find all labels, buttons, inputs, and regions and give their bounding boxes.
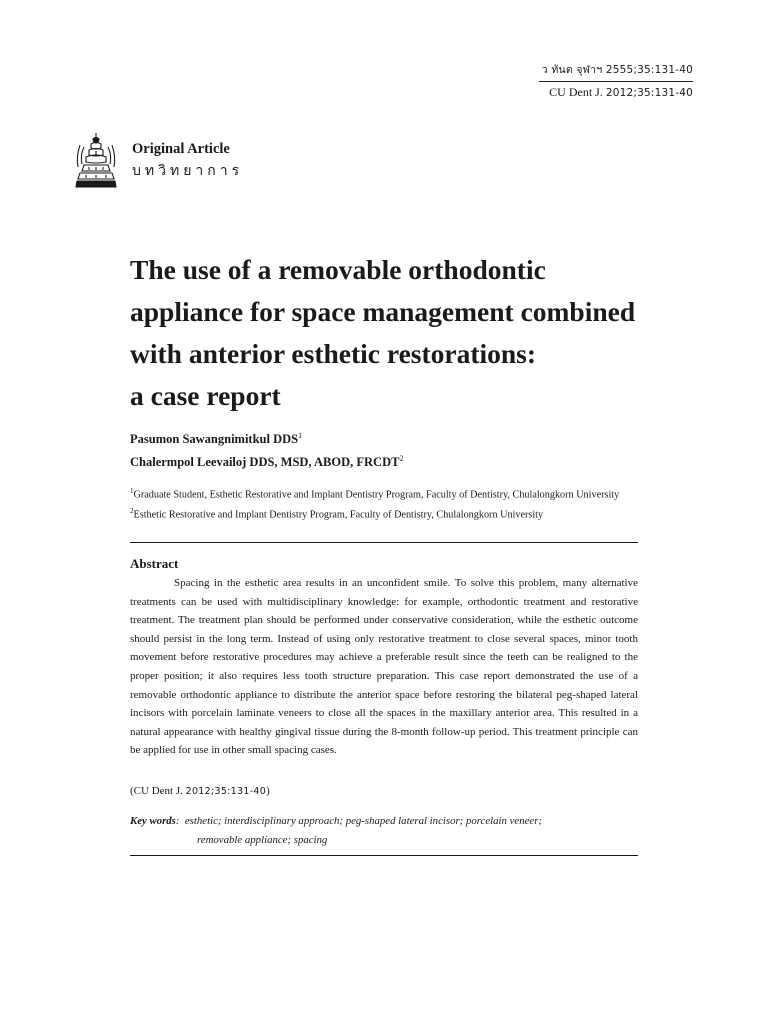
citation-numbers: 2012;35:131-40: [185, 786, 267, 797]
journal-volume-pages: 2012;35:131-40: [605, 87, 693, 99]
keywords-line-2: removable appliance; spacing: [197, 834, 328, 846]
affiliation: [130, 503, 630, 523]
title-line: The use of a removable orthodontic: [130, 254, 546, 285]
author-list: [130, 426, 403, 472]
keywords: Key words: esthetic; interdisciplinary approach; peg-shaped lateral incisor; porcelain veneer; removable appliance; spacing: [130, 812, 638, 850]
affiliation-text: Graduate Student, Esthetic Restorative and Implant Dentistry Program, Faculty of Dentistry, Chulalongkorn University: [133, 489, 620, 501]
affiliation-marker: 1: [130, 487, 134, 495]
title-line: a case report: [130, 380, 281, 411]
title-line: appliance for space management combined: [130, 296, 636, 327]
abstract-body: [130, 574, 638, 760]
journal-name: CU Dent J.: [549, 85, 603, 99]
section-rule-top: [130, 542, 638, 543]
article-type-thai: บทวิทยาการ: [132, 163, 244, 179]
university-emblem-icon: [74, 131, 118, 191]
keywords-line-1: esthetic; interdisciplinary approach; peg-shaped lateral incisor; porcelain veneer;: [184, 815, 542, 827]
citation-close: ): [266, 785, 270, 797]
article-type: [132, 140, 243, 181]
abstract-text: Spacing in the esthetic area results in an unconfident smile. To solve this problem, many alternative treatments can be used with multidisciplinary knowledge: for example, orthodontic treatment and restorative treatment. The treatment plan should be performed under conservative consideration, while the esthetic outcome should persist in the long term. Instead of using only restorative treatment to close several spaces, minor tooth movement before restorative procedures may achieve a preferable result since the teeth can be realigned to the proper position; it also requires less tooth structure preparation. This case report demonstrated the use of a removable orthodontic appliance to distribute the anterior space before restoring the bilateral peg-shaped lateral incisors with porcelain laminate veneers to close all the spaces in the maxillary anterior area. This resulted in a natural appearance with healthy gingival tissue during the 8-month follow-up period. This treatment principle can be applied for use in other small spacing cases.: [130, 577, 638, 757]
affiliation-text: Esthetic Restorative and Implant Dentistry Program, Faculty of Dentistry, Chulalongkorn University: [133, 509, 544, 521]
abstract-heading: Abstract: [130, 556, 179, 571]
journal-citation: [453, 85, 693, 101]
author: [130, 426, 403, 449]
section-rule-bottom: [130, 855, 638, 856]
author-affiliation-marker: 1: [298, 431, 303, 440]
author: [130, 449, 403, 472]
article-type-english: Original Article: [132, 141, 230, 157]
affiliation-marker: 2: [130, 507, 134, 516]
running-header: [453, 63, 693, 101]
header-rule: [539, 81, 693, 82]
citation-journal: (CU Dent J.: [130, 785, 183, 797]
author-name: Pasumon Sawangnimitkul DDS: [130, 432, 299, 447]
keywords-label: Key words: [130, 815, 176, 827]
title-line: with anterior esthetic restorations:: [130, 338, 537, 369]
affiliation-list: [130, 483, 630, 524]
author-name: Chalermpol Leevailoj DDS, MSD, ABOD, FRCDT: [130, 455, 400, 470]
affiliation: [130, 483, 630, 503]
thai-citation: ว ทันต จุฬาฯ 2555;35:131-40: [541, 64, 693, 76]
author-affiliation-marker: 2: [399, 454, 404, 464]
citation-line: [130, 785, 270, 797]
article-title: [130, 249, 690, 417]
